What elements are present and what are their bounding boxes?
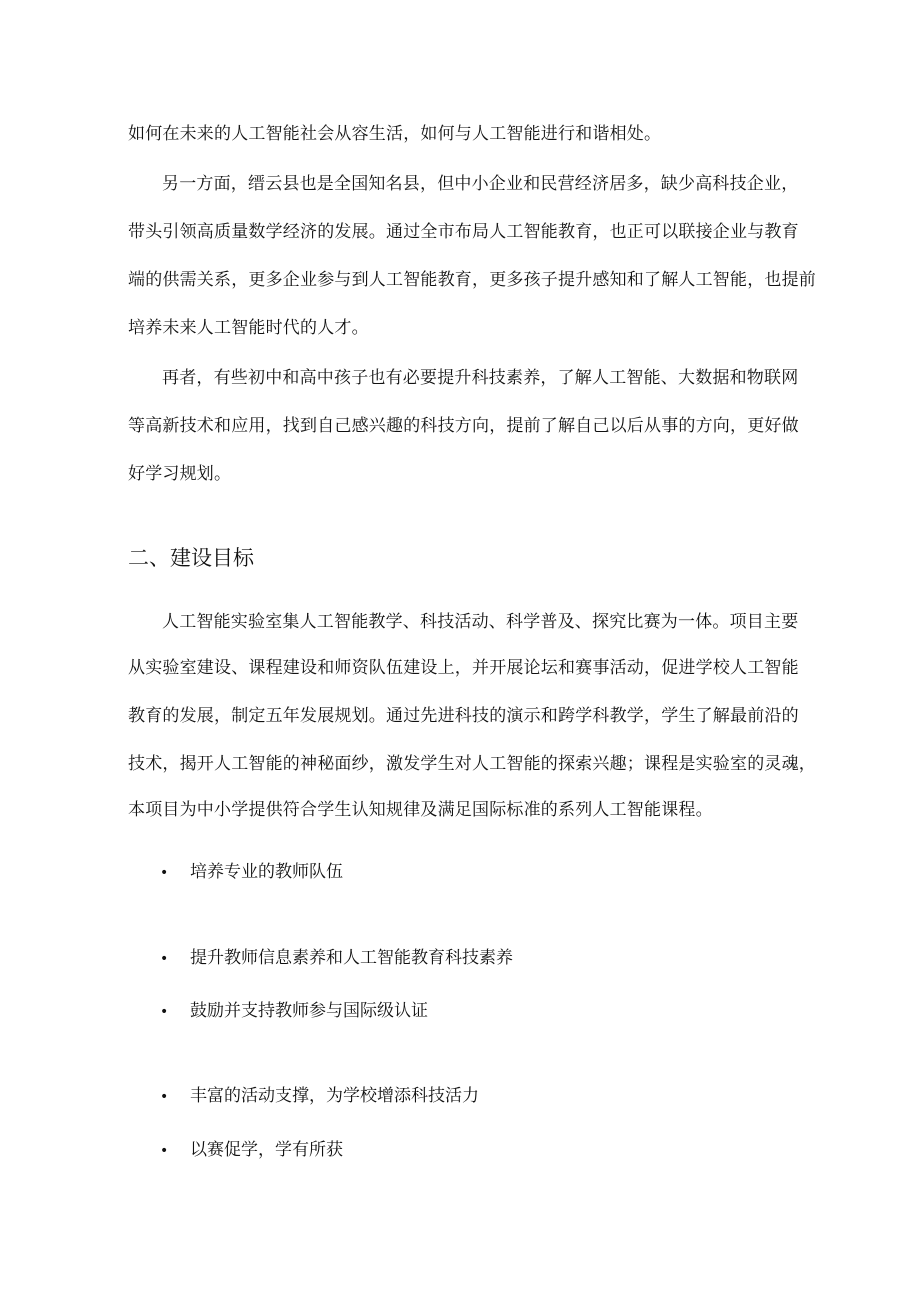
- bullet-icon: •: [160, 865, 169, 881]
- paragraph-2-line-1: 另一方面，缙云县也是全国知名县，但中小企业和民营经济居多，缺少高科技企业，: [162, 174, 799, 194]
- bullet-icon: •: [160, 1143, 169, 1159]
- bullet-item: [160, 1084, 479, 1109]
- paragraph-3-line-1: 再者，有些初中和高中孩子也有必要提升科技素养，了解人工智能、大数据和物联网: [162, 368, 799, 388]
- bullet-text: 丰富的活动支撑，为学校增添科技活力: [190, 1086, 479, 1106]
- bullet-icon: •: [160, 1089, 169, 1105]
- paragraph-4-line-2: 从实验室建设、课程建设和师资队伍建设上，并开展论坛和赛事活动，促进学校人工智能: [128, 658, 799, 678]
- paragraph-4-line-4: 技术，揭开人工智能的神秘面纱，激发学生对人工智能的探索兴趣；课程是实验室的灵魂，: [128, 754, 816, 774]
- bullet-item: [160, 999, 428, 1024]
- bullet-icon: •: [160, 1004, 169, 1020]
- paragraph-4-line-3: 教育的发展，制定五年发展规划。通过先进科技的演示和跨学科教学，学生了解最前沿的: [128, 706, 799, 726]
- paragraph-3-line-2: 等高新技术和应用，找到自己感兴趣的科技方向，提前了解自己以后从事的方向，更好做: [128, 416, 799, 436]
- bullet-text: 以赛促学，学有所获: [190, 1140, 343, 1160]
- bullet-icon: •: [160, 951, 169, 967]
- bullet-item: [160, 860, 343, 885]
- paragraph-1-line-1: 如何在未来的人工智能社会从容生活，如何与人工智能进行和谐相处。: [128, 124, 662, 144]
- bullet-text: 培养专业的教师队伍: [190, 862, 343, 882]
- paragraph-2-line-3: 端的供需关系，更多企业参与到人工智能教育，更多孩子提升感知和了解人工智能，也提前: [128, 270, 816, 290]
- paragraph-4-line-1: 人工智能实验室集人工智能教学、科技活动、科学普及、探究比赛为一体。项目主要: [162, 612, 799, 632]
- paragraph-2-line-4: 培养未来人工智能时代的人才。: [128, 318, 369, 338]
- paragraph-2-line-2: 带头引领高质量数学经济的发展。通过全市布局人工智能教育，也正可以联接企业与教育: [128, 222, 799, 242]
- paragraph-4-line-5: 本项目为中小学提供符合学生认知规律及满足国际标准的系列人工智能课程。: [128, 800, 713, 820]
- bullet-text: 提升教师信息素养和人工智能教育科技素养: [190, 948, 513, 968]
- bullet-text: 鼓励并支持教师参与国际级认证: [190, 1001, 428, 1021]
- bullet-item: [160, 946, 513, 971]
- paragraph-3-line-3: 好学习规划。: [128, 464, 232, 484]
- section-heading: 二、建设目标: [128, 546, 254, 570]
- bullet-item: [160, 1138, 343, 1163]
